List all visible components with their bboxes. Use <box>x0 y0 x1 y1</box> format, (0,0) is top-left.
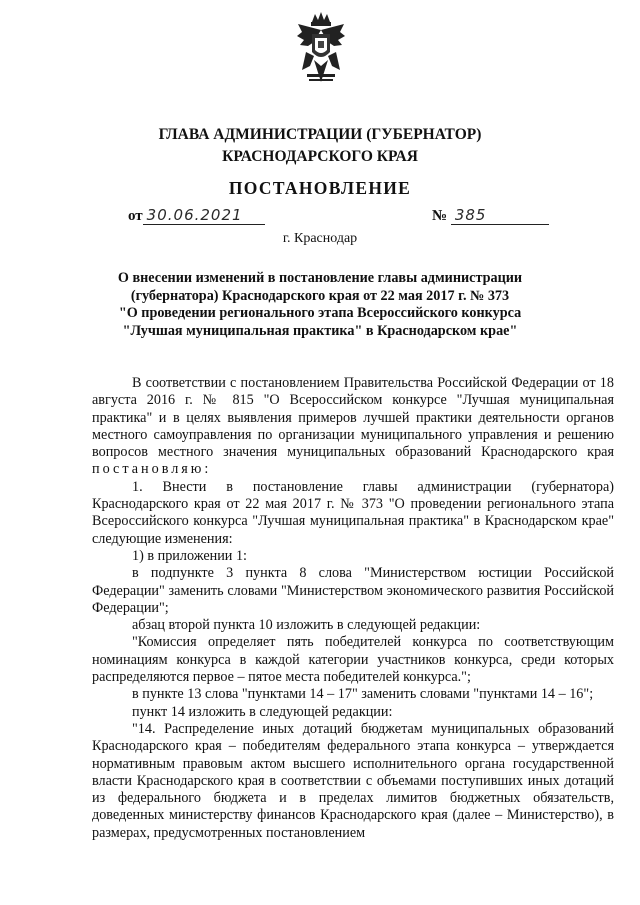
document-subject <box>70 270 570 340</box>
body-paragraph: в подпункте 3 пункта 8 слова "Министерством юстиции Российской Федерации" заменить словами "Министерством экономического развития Российской Федерации"; <box>92 565 614 616</box>
document-title: ПОСТАНОВЛЕНИЕ <box>228 178 412 198</box>
body-paragraph: пункт 14 изложить в следующей редакции: <box>132 703 393 720</box>
city-line: г. Краснодар <box>282 231 358 246</box>
number-prefix: № <box>432 208 448 224</box>
body-paragraph: в пункте 13 слова "пунктами 14 – 17" заменить словами "пунктами 14 – 16"; <box>132 686 594 703</box>
subject-line: "Лучшая муниципальная практика" в Краснодарском крае" <box>122 322 518 339</box>
resolving-word: постановляю: <box>92 461 212 478</box>
preamble-text: В соответствии с постановлением Правительства Российской Федерации от 18 августа 2016 г. № 815 "О Всероссийском конкурсе "Лучшая муниципальная практика" и в целях выявления примеров лучшей практики деятельности органов местного самоуправления по организации муниципального управления и решению вопросов местного значения муниципальных образований Краснодарского края <box>92 375 614 461</box>
issuer-line-1: ГЛАВА АДМИНИСТРАЦИИ (ГУБЕРНАТОР) <box>158 126 482 143</box>
subject-line: "О проведении регионального этапа Всероссийского конкурса <box>118 305 522 321</box>
krasnodar-coat-of-arms-icon <box>296 12 346 84</box>
handwritten-date: 30.06.2021 <box>143 206 265 225</box>
body-paragraph: 1) в приложении 1: <box>132 547 247 564</box>
issuer-line-2: КРАСНОДАРСКОГО КРАЯ <box>222 148 418 165</box>
body-paragraph: "Комиссия определяет пять победителей конкурса по соответствующим номинациям конкурса в каждой категории участников конкурса, среди которых распределяются первое – пятое места победителей конкурса."; <box>92 634 614 686</box>
date-row <box>128 206 265 225</box>
body-paragraph: абзац второй пункта 10 изложить в следующей редакции: <box>132 617 481 634</box>
document-body <box>92 375 614 842</box>
subject-line: (губернатора) Краснодарского края от 22 мая 2017 г. № 373 <box>130 287 510 304</box>
body-paragraph <box>92 375 614 479</box>
date-prefix: от <box>128 208 143 224</box>
handwritten-number: 385 <box>451 206 549 225</box>
subject-line: О внесении изменений в постановление главы администрации <box>117 270 523 286</box>
body-paragraph: "14. Распределение иных дотаций бюджетам муниципальных образований Краснодарского края – победителям федерального этапа конкурса – утверждается нормативным правовым актом высшего исполнительного органа государственной власти Краснодарского края в соответствии с объемами поступивших иных дотаций из федерального бюджета и в пределах лимитов бюджетных обязательств, доведенных министерству финансов Краснодарского края (далее – Министерство), в размерах, предусмотренных постановлением <box>92 720 614 841</box>
body-paragraph: 1. Внести в постановление главы администрации (губернатора) Краснодарского края от 22 мая 2017 г. № 373 "О проведении регионального этапа Всероссийского конкурса "Лучшая муниципальная практика" в Краснодарском крае" следующие изменения: <box>92 478 614 547</box>
number-row <box>432 206 549 225</box>
